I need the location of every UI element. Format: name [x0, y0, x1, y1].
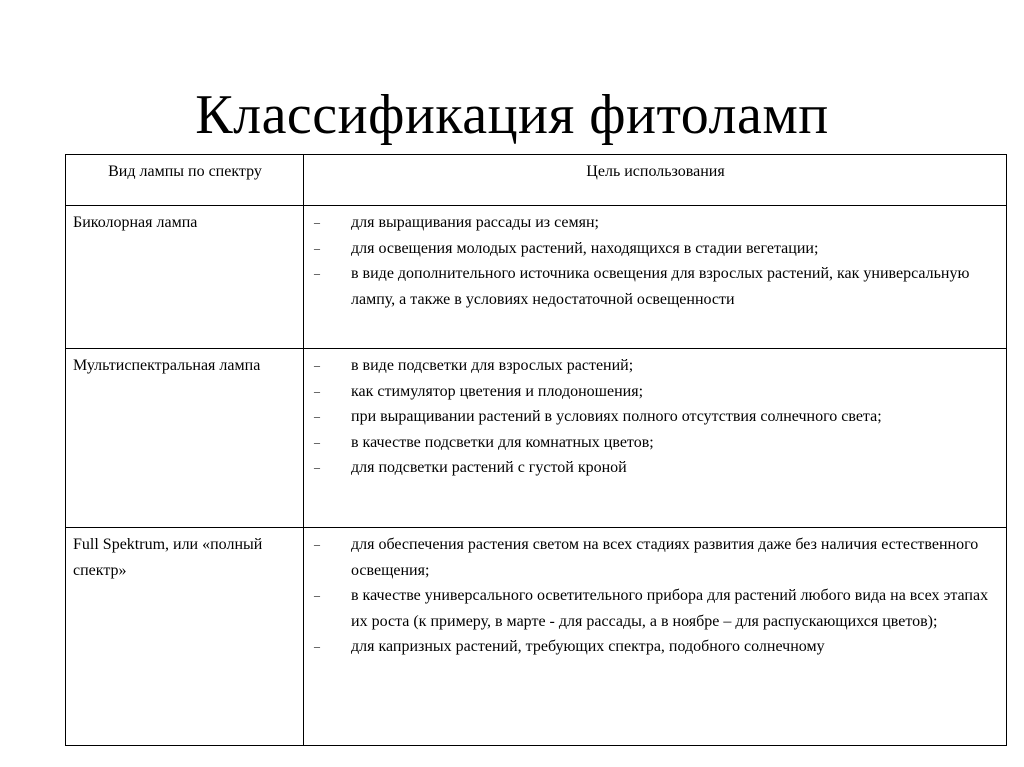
dash-bullet: – [314, 358, 320, 372]
purpose-list [311, 353, 1000, 481]
list-item [311, 455, 1000, 481]
dash-bullet: – [314, 588, 320, 602]
table-row [66, 349, 1007, 528]
list-item [311, 532, 1000, 583]
purpose-text: при выращивании растений в условиях полного отсутствия солнечного света; [351, 408, 882, 425]
purpose-cell [304, 528, 1007, 746]
dash-bullet: – [314, 460, 320, 474]
lamp-classification-table [65, 154, 1007, 746]
purpose-text: в качестве универсального осветительного прибора для растений любого вида на всех этапах их роста (к примеру, в марте - для рассады, а в ноябре – для распускающихся цветов); [351, 587, 989, 630]
purpose-text: для подсветки растений с густой кроной [351, 459, 627, 476]
purpose-list [311, 210, 1000, 312]
list-item [311, 210, 1000, 236]
dash-bullet: – [314, 537, 320, 551]
purpose-text: для выращивания рассады из семян; [351, 214, 599, 231]
lamp-type-cell: Мультиспектральная лампа [66, 349, 304, 528]
purpose-text: в виде дополнительного источника освещения для взрослых растений, как универсальную лампу, а также в условиях недостаточной освещенности [351, 265, 970, 308]
lamp-type-cell: Full Spektrum, или «полный спектр» [66, 528, 304, 746]
list-item [311, 634, 1000, 660]
dash-bullet: – [314, 266, 320, 280]
purpose-text: для капризных растений, требующих спектра, подобного солнечному [351, 638, 825, 655]
list-item [311, 261, 1000, 312]
purpose-cell [304, 349, 1007, 528]
purpose-list [311, 532, 1000, 660]
slide-title: Классификация фитоламп [195, 84, 829, 146]
dash-bullet: – [314, 383, 320, 398]
list-item [311, 379, 1000, 405]
list-item [311, 404, 1000, 430]
purpose-text: как стимулятор цветения и плодоношения; [351, 382, 644, 400]
list-item [311, 353, 1000, 379]
table-row [66, 206, 1007, 349]
purpose-text: для обеспечения растения светом на всех стадиях развития даже без наличия естественного освещения; [351, 536, 979, 579]
list-item [311, 583, 1000, 634]
dash-bullet: – [314, 240, 320, 255]
lamp-type-cell: Биколорная лампа [66, 206, 304, 349]
dash-bullet: – [314, 409, 320, 423]
purpose-text: для освещения молодых растений, находящихся в стадии вегетации; [351, 239, 819, 257]
purpose-text: в виде подсветки для взрослых растений; [351, 357, 634, 374]
list-item [311, 430, 1000, 456]
dash-bullet: – [314, 215, 320, 229]
dash-bullet: – [314, 434, 320, 449]
table-header-row [66, 155, 1007, 206]
list-item [311, 236, 1000, 262]
header-purpose: Цель использования [304, 155, 1007, 206]
table-row [66, 528, 1007, 746]
purpose-text: в качестве подсветки для комнатных цветов; [351, 433, 654, 451]
purpose-cell [304, 206, 1007, 349]
dash-bullet: – [314, 639, 320, 653]
header-lamp-type: Вид лампы по спектру [66, 155, 304, 206]
